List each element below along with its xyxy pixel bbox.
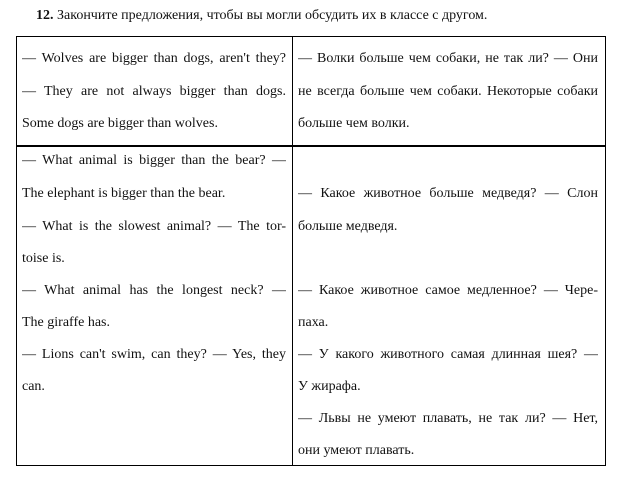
text-line: больше чем волки.: [298, 116, 410, 131]
text-line: — Wolves are bigger than dogs, aren't they?: [22, 51, 286, 66]
text-line: — Волки больше чем собаки, не так ли? — Они: [298, 51, 598, 66]
text-line: — Какое животное самое медленное? — Чере-: [298, 283, 598, 298]
text-line: — Львы не умеют плавать, не так ли? — Нет,: [298, 411, 598, 426]
text-line: они умеют плавать.: [298, 443, 415, 458]
text-line: — Какое животное больше медведя? — Слон: [298, 186, 598, 201]
text-line: — What animal has the longest neck? —: [22, 283, 286, 298]
exercise-instruction: Закончите предложения, чтобы вы могли обсудить их в классе с другом.: [57, 8, 488, 23]
text-line: больше медведя.: [298, 219, 398, 234]
text-line: паха.: [298, 315, 329, 330]
row-divider: [16, 145, 606, 147]
text-line: — Lions can't swim, can they? — Yes, they: [22, 347, 286, 362]
text-line: The giraffe has.: [22, 315, 110, 330]
text-line: The elephant is bigger than the bear.: [22, 186, 226, 201]
text-line: Some dogs are bigger than wolves.: [22, 116, 218, 131]
text-line: У жирафа.: [298, 379, 361, 394]
text-line: — What animal is bigger than the bear? —: [22, 153, 286, 168]
text-line: toise is.: [22, 251, 65, 266]
exercise-number: 12.: [36, 8, 54, 23]
text-line: can.: [22, 379, 45, 394]
column-divider: [292, 36, 293, 466]
text-line: — У какого животного самая длинная шея? —: [298, 347, 598, 362]
text-line: — What is the slowest animal? — The tor-: [22, 219, 286, 234]
text-line: не всегда больше чем собаки. Некоторые собаки: [298, 84, 598, 99]
text-line: — They are not always bigger than dogs.: [22, 84, 286, 99]
exercise-title: [36, 8, 487, 24]
